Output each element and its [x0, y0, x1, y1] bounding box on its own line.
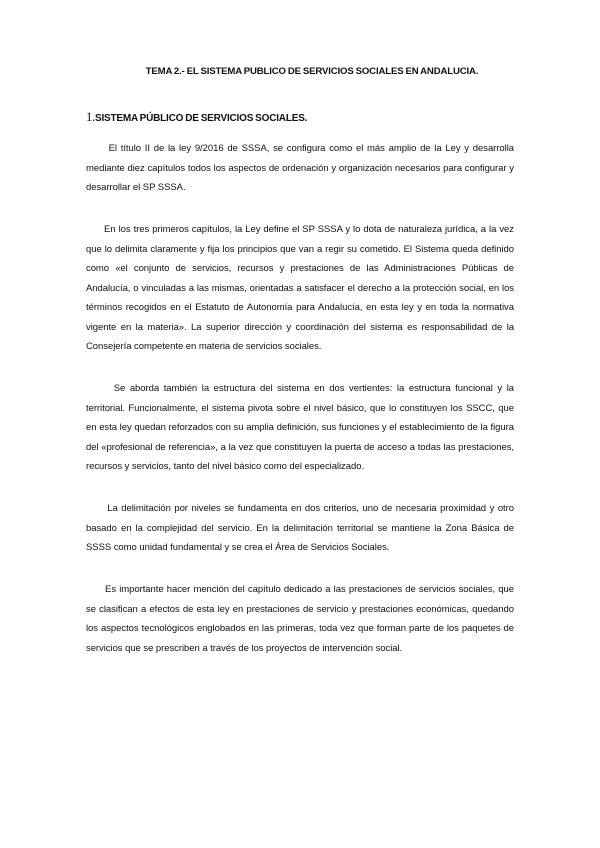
paragraph-4 [86, 499, 514, 558]
paragraph-indent [86, 143, 109, 154]
paragraph-1 [86, 139, 514, 198]
paragraph-3 [86, 379, 514, 477]
paragraph-5 [86, 580, 514, 658]
paragraph-indent [86, 383, 114, 394]
section-heading [86, 110, 514, 125]
document-title: TEMA 2.- EL SISTEMA PUBLICO DE SERVICIOS SOCIALES EN ANDALUCIA. [145, 66, 479, 77]
paragraph-text: En los tres primeros capítulos, la Ley define el SP SSSA y lo dota de naturaleza jurídica, a la vez que lo delimita claramente y fija los principios que van a regir su cometido. El Sistema queda definido como «el conjunto de servicios, recursos y prestaciones de las Administraciones Públicas de Andalucía, o vinculadas a las mismas, orientadas a satisfacer el derecho a la protección social, en los términos recogidos en el Estatuto de Autonomía para Andalucía, en esta ley y en toda la normativa vigente en la materia». La superior dirección y coordinación del sistema es responsabilidad de la Consejería competente en materia de servicios sociales. [86, 224, 514, 352]
paragraph-text: La delimitación por niveles se fundamenta en dos criterios, uno de necesaria proximidad y otro basado en la complejidad del servicio. En la delimitación territorial se mantiene la Zona Básica de SSSS como unidad fundamental y se crea el Área de Servicios Sociales. [86, 503, 514, 553]
section-title: SISTEMA PÚBLICO DE SERVICIOS SOCIALES. [94, 113, 308, 124]
paragraph-text: Es importante hacer mención del capítulo dedicado a las prestaciones de servicios sociales, que se clasifican a efectos de esta ley en prestaciones de servicio y prestaciones económicas, quedando los aspectos tecnológicos englobados en las primeras, toda vez que forman parte de los paquetes de servicios que se prescriben a través de los proyectos de intervención social. [86, 584, 514, 654]
paragraph-2 [86, 220, 514, 357]
paragraph-text: El título II de la ley 9/2016 de SSSA, se configura como el más amplio de la Ley y desarrolla mediante diez capítulos todos los aspectos de ordenación y organización necesarios para configurar y desarrollar el SP SSSA. [86, 143, 514, 193]
paragraph-indent [86, 584, 105, 595]
paragraph-text: Se aborda también la estructura del sistema en dos vertientes: la estructura funcional y la territorial. Funcionalmente, el sistema pivota sobre el nivel básico, que lo constituyen los SSCC, que en esta ley quedan reforzados con su amplia definición, sus funciones y el establecimiento de la figura del «profesional de referencia», a la vez que constituyen la puerta de acceso a todas las prestaciones, recursos y servicios, tanto del nivel básico como del especializado. [86, 383, 514, 472]
paragraph-indent [86, 503, 107, 514]
section-number: 1. [86, 110, 95, 124]
paragraph-indent [86, 224, 104, 235]
